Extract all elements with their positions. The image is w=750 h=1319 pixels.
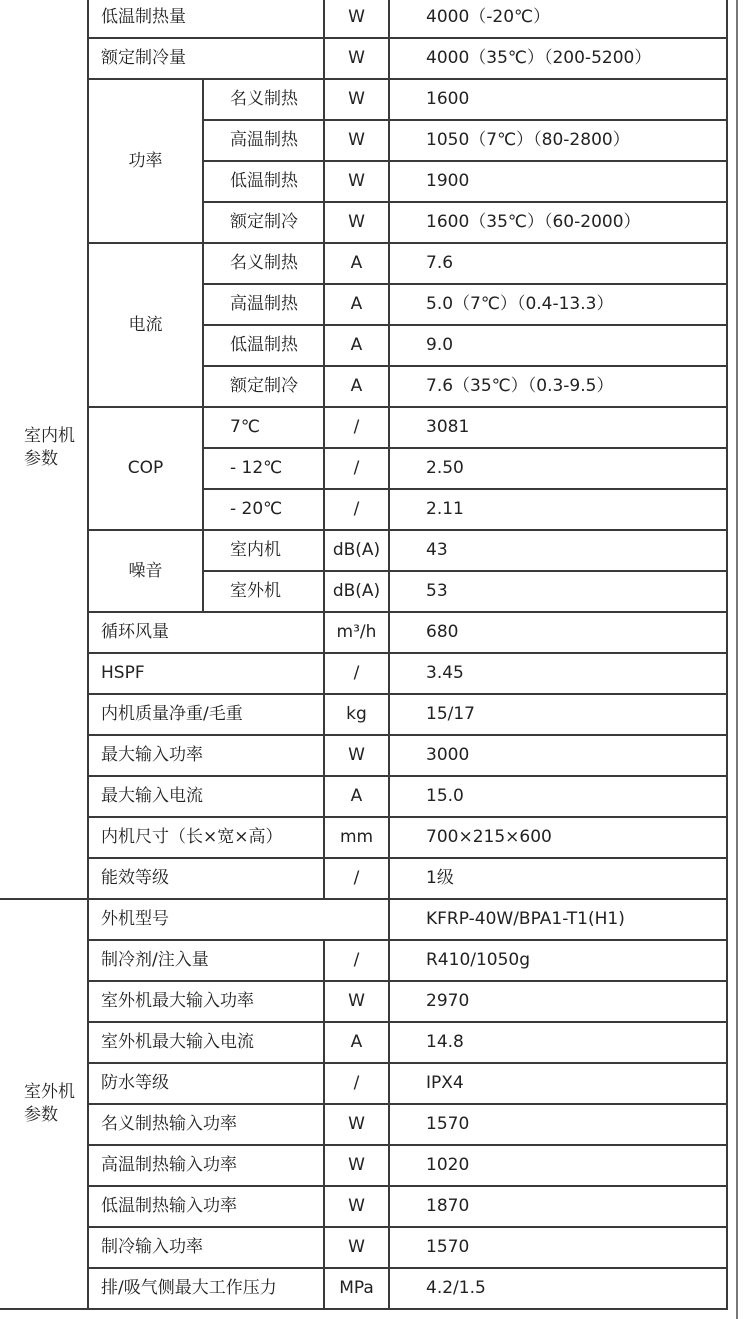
param-value: 4.2/1.5 <box>389 1268 727 1309</box>
table-row <box>0 243 727 284</box>
param-unit: / <box>324 858 389 899</box>
param-name: 额定制冷量 <box>88 38 324 79</box>
table-row <box>0 612 727 653</box>
table-row <box>0 940 727 981</box>
param-subname: 室外机 <box>203 571 324 612</box>
param-value: 3.45 <box>389 653 727 694</box>
param-value: 1600（35℃）（60-2000） <box>389 202 727 243</box>
param-value: 4000（35℃）（200-5200） <box>389 38 727 79</box>
param-value: 1600 <box>389 79 727 120</box>
param-name: 最大输入功率 <box>88 735 324 776</box>
param-name: 循环风量 <box>88 612 324 653</box>
group-label-power: 功率 <box>88 79 203 243</box>
table-row <box>0 1104 727 1145</box>
param-unit: W <box>324 1227 389 1268</box>
param-name: 最大输入电流 <box>88 776 324 817</box>
param-unit: / <box>324 1063 389 1104</box>
param-value: 680 <box>389 612 727 653</box>
param-value: 14.8 <box>389 1022 727 1063</box>
param-name: 内机尺寸（长×宽×高） <box>88 817 324 858</box>
param-value: 2.11 <box>389 489 727 530</box>
param-unit: A <box>324 325 389 366</box>
param-unit: W <box>324 1104 389 1145</box>
section-label-indoor: 室内机参数 <box>0 0 88 899</box>
param-unit: m³/h <box>324 612 389 653</box>
table-row <box>0 530 727 571</box>
param-value: 1020 <box>389 1145 727 1186</box>
table-row <box>0 694 727 735</box>
param-unit: MPa <box>324 1268 389 1309</box>
param-value: R410/1050g <box>389 940 727 981</box>
param-unit: A <box>324 776 389 817</box>
param-unit: / <box>324 448 389 489</box>
param-subname: 7℃ <box>203 407 324 448</box>
param-unit: dB(A) <box>324 530 389 571</box>
param-unit: kg <box>324 694 389 735</box>
param-value: 43 <box>389 530 727 571</box>
table-row <box>0 407 727 448</box>
param-name: 制冷输入功率 <box>88 1227 324 1268</box>
param-unit: W <box>324 1186 389 1227</box>
param-subname: - 12℃ <box>203 448 324 489</box>
page-edge-divider <box>736 0 738 1319</box>
param-subname: 低温制热 <box>203 161 324 202</box>
param-value: 1570 <box>389 1104 727 1145</box>
param-value: 1900 <box>389 161 727 202</box>
table-row <box>0 1268 727 1309</box>
table-row <box>0 1145 727 1186</box>
param-unit: W <box>324 79 389 120</box>
param-unit: W <box>324 735 389 776</box>
table-row <box>0 899 727 940</box>
param-name: 防水等级 <box>88 1063 324 1104</box>
param-unit: W <box>324 120 389 161</box>
param-value: KFRP-40W/BPA1-T1(H1) <box>389 899 727 940</box>
param-value: 700×215×600 <box>389 817 727 858</box>
param-value: 2970 <box>389 981 727 1022</box>
table-row <box>0 981 727 1022</box>
param-unit: W <box>324 0 389 38</box>
table-row <box>0 735 727 776</box>
param-subname: 额定制冷 <box>203 366 324 407</box>
param-value: 5.0（7℃）（0.4-13.3） <box>389 284 727 325</box>
param-unit: A <box>324 284 389 325</box>
param-name: 外机型号 <box>88 899 389 940</box>
table-row <box>0 38 727 79</box>
param-name: 内机质量净重/毛重 <box>88 694 324 735</box>
param-subname: 名义制热 <box>203 243 324 284</box>
table-row <box>0 858 727 899</box>
param-value: 2.50 <box>389 448 727 489</box>
param-value: 7.6（35℃）（0.3-9.5） <box>389 366 727 407</box>
param-unit: W <box>324 38 389 79</box>
param-unit: dB(A) <box>324 571 389 612</box>
param-unit: / <box>324 407 389 448</box>
table-row <box>0 79 727 120</box>
section-label-outdoor: 室外机参数 <box>0 899 88 1309</box>
param-subname: 高温制热 <box>203 120 324 161</box>
param-subname: - 20℃ <box>203 489 324 530</box>
param-name: 排/吸气侧最大工作压力 <box>88 1268 324 1309</box>
table-row <box>0 1227 727 1268</box>
param-name: HSPF <box>88 653 324 694</box>
param-name: 高温制热输入功率 <box>88 1145 324 1186</box>
param-subname: 室内机 <box>203 530 324 571</box>
param-value: IPX4 <box>389 1063 727 1104</box>
param-name: 低温制热量 <box>88 0 324 38</box>
param-subname: 额定制冷 <box>203 202 324 243</box>
param-name: 名义制热输入功率 <box>88 1104 324 1145</box>
param-subname: 低温制热 <box>203 325 324 366</box>
param-value: 3000 <box>389 735 727 776</box>
param-name: 能效等级 <box>88 858 324 899</box>
param-value: 1050（7℃）（80-2800） <box>389 120 727 161</box>
param-value: 1570 <box>389 1227 727 1268</box>
param-subname: 高温制热 <box>203 284 324 325</box>
param-unit: / <box>324 653 389 694</box>
table-row <box>0 0 727 38</box>
param-value: 15/17 <box>389 694 727 735</box>
table-row <box>0 776 727 817</box>
param-unit: W <box>324 161 389 202</box>
param-unit: / <box>324 940 389 981</box>
param-value: 53 <box>389 571 727 612</box>
param-unit: W <box>324 1145 389 1186</box>
table-row <box>0 817 727 858</box>
param-value: 9.0 <box>389 325 727 366</box>
param-unit: A <box>324 1022 389 1063</box>
param-name: 制冷剂/注入量 <box>88 940 324 981</box>
param-unit: / <box>324 489 389 530</box>
table-row <box>0 1186 727 1227</box>
param-value: 1870 <box>389 1186 727 1227</box>
param-name: 室外机最大输入功率 <box>88 981 324 1022</box>
param-unit: W <box>324 202 389 243</box>
param-name: 低温制热输入功率 <box>88 1186 324 1227</box>
table-row <box>0 653 727 694</box>
table-row <box>0 1063 727 1104</box>
group-label-current: 电流 <box>88 243 203 407</box>
table-row <box>0 1022 727 1063</box>
param-subname: 名义制热 <box>203 79 324 120</box>
group-label-noise: 噪音 <box>88 530 203 612</box>
param-unit: W <box>324 981 389 1022</box>
param-value: 15.0 <box>389 776 727 817</box>
param-value: 3081 <box>389 407 727 448</box>
param-unit: A <box>324 366 389 407</box>
param-value: 1级 <box>389 858 727 899</box>
param-unit: mm <box>324 817 389 858</box>
param-value: 4000（-20℃） <box>389 0 727 38</box>
group-label-cop: COP <box>88 407 203 530</box>
param-name: 室外机最大输入电流 <box>88 1022 324 1063</box>
param-unit: A <box>324 243 389 284</box>
param-value: 7.6 <box>389 243 727 284</box>
